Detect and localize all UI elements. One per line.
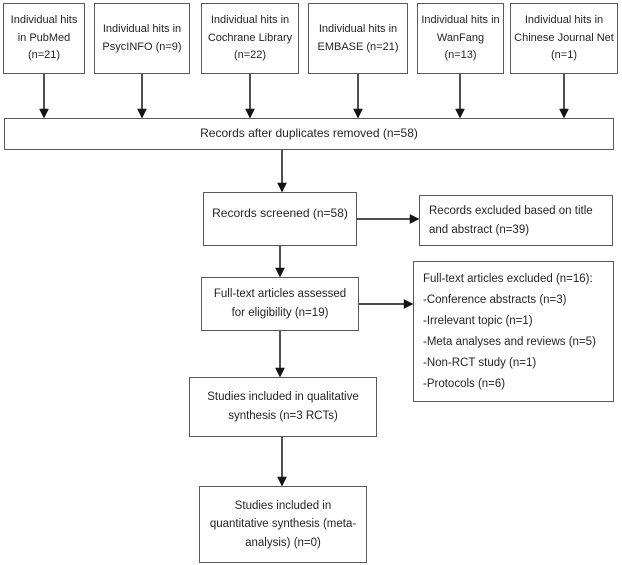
fulltext-excluded-item: -Irrelevant topic (n=1) [423,315,533,327]
fulltext-assessed-box: Full-text articles assessed for eligibility (n=19) [201,277,359,331]
fulltext-excluded-item: -Non-RCT study (n=1) [423,357,537,369]
duplicates-removed-box: Records after duplicates removed (n=58) [4,118,614,150]
source-box-wanfang: Individual hits in WanFang (n=13) [417,3,504,74]
source-box-cochrane: Individual hits in Cochrane Library (n=22) [201,3,299,74]
quantitative-synthesis-box: Studies included in quantitative synthesis (meta-analysis) (n=0) [199,486,367,563]
source-box-chinese-journal-net: Individual hits in Chinese Journal Net (n=1) [510,3,618,74]
fulltext-excluded-title: Full-text articles excluded (n=16): [423,273,593,285]
source-box-pubmed: Individual hits in PubMed (n=21) [3,3,85,74]
records-screened-box: Records screened (n=58) [203,192,357,246]
records-excluded-box: Records excluded based on title and abstract (n=39) [419,195,613,246]
fulltext-excluded-item: -Protocols (n=6) [423,378,506,390]
fulltext-excluded-item: -Conference abstracts (n=3) [423,294,567,306]
qualitative-synthesis-box: Studies included in qualitative synthesis (n=3 RCTs) [189,377,377,437]
source-box-psycinfo: Individual hits in PsycINFO (n=9) [94,3,190,74]
fulltext-excluded-box [413,261,614,402]
fulltext-excluded-item: -Meta analyses and reviews (n=5) [423,336,596,348]
source-box-embase: Individual hits in EMBASE (n=21) [308,3,408,74]
